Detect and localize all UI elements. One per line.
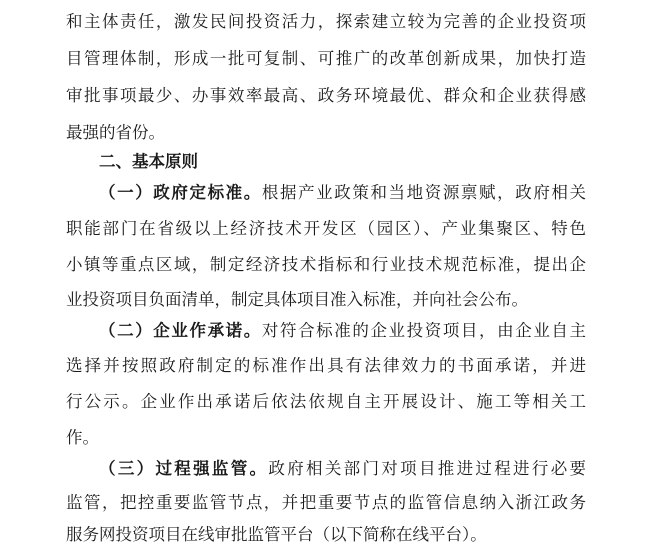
text-line: 目管理体制，形成一批可复制、可推广的改革创新成果，加快打造: [66, 49, 586, 68]
text-line: 监管，把控重要监管节点，并把重要节点的监管信息纳入浙江政务: [66, 493, 586, 512]
text-line: 和主体责任，激发民间投资活力，探索建立较为完善的企业投资项: [66, 12, 586, 31]
text-line: 职能部门在省级以上经济技术开发区（园区）、产业集聚区、特色: [66, 219, 586, 238]
item1-lead: （一）政府定标准。: [99, 183, 262, 202]
item3-first-line-text: 政府相关部门对项目推进过程进行必要: [268, 459, 587, 478]
text-line: 小镇等重点区域，制定经济技术指标和行业技术规范标准，提出企: [66, 255, 586, 274]
section-heading: 二、基本原则: [99, 152, 198, 171]
text-line: 最强的省份。: [66, 123, 165, 142]
item3-lead: （三）过程强监管。: [99, 459, 269, 478]
text-line: 审批事项最少、办事效率最高、政务环境最优、群众和企业获得感: [66, 86, 586, 105]
text-line: 服务网投资项目在线审批监管平台（以下简称在线平台）。: [66, 525, 487, 544]
item2-first-line-text: 对符合标准的企业投资项目，由企业自主: [261, 321, 587, 340]
text-line: 选择并按照政府制定的标准作出具有法律效力的书面承诺，并进: [66, 356, 586, 375]
text-line: 行公示。企业作出承诺后依法依规自主开展设计、施工等相关工: [66, 392, 586, 411]
item3-first-line: [99, 458, 586, 480]
item2-first-line: [99, 320, 586, 342]
text-line: 业投资项目负面清单，制定具体项目准入标准，并向社会公布。: [66, 290, 528, 309]
item1-first-line-text: 根据产业政策和当地资源禀赋，政府相关: [261, 183, 587, 202]
item2-lead: （二）企业作承诺。: [99, 321, 262, 340]
text-line: 作。: [66, 428, 99, 447]
item1-first-line: [99, 182, 586, 204]
